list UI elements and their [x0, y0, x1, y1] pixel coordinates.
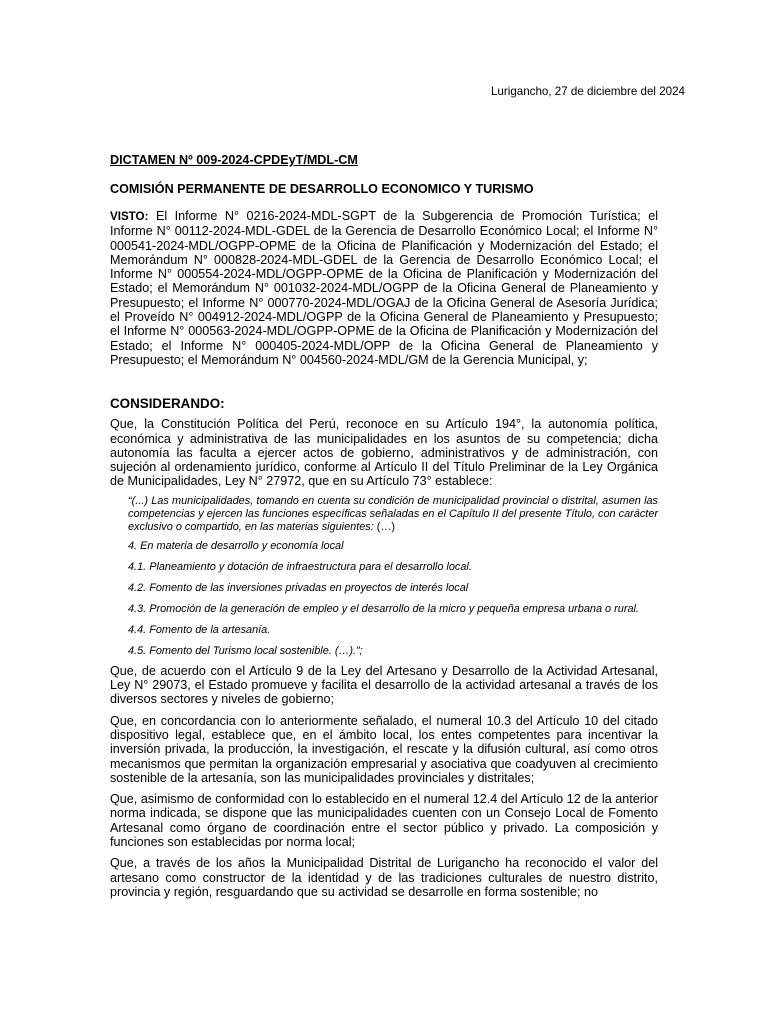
quote-item: 4. En materia de desarrollo y economía local [128, 539, 344, 552]
quote-item: 4.1. Planeamiento y dotación de infraestructura para el desarrollo local. [128, 560, 472, 573]
quote-intro [128, 495, 658, 534]
visto-paragraph [110, 209, 658, 367]
considerando-heading: CONSIDERANDO: [110, 396, 225, 412]
dictamen-title: DICTAMEN Nº 009-2024-CPDEyT/MDL-CM [110, 153, 358, 167]
commission-name: COMISIÓN PERMANENTE DE DESARROLLO ECONOMICO Y TURISMO [110, 182, 534, 196]
quote-intro-tail: (…) [376, 520, 395, 533]
quote-intro-text: “(...) Las municipalidades, tomando en cuenta su condición de municipalidad provincial o distrital, asumen las competencias y ejercen las funciones específicas señaladas en el Capítulo II del presente Título, con carácter exclusivo o compartido, en las materias siguientes: [128, 494, 658, 533]
considerando-paragraph-2: Que, de acuerdo con el Artículo 9 de la Ley del Artesano y Desarrollo de la Actividad Artesanal, Ley N° 29073, el Estado promueve y facilita el desarrollo de la actividad artesanal a través de los diversos sectores y niveles de gobierno; [110, 663, 658, 707]
visto-label: VISTO: [110, 210, 149, 223]
quote-item: 4.2. Fomento de las inversiones privadas en proyectos de interés local [128, 581, 469, 594]
quote-item: 4.3. Promoción de la generación de empleo y el desarrollo de la micro y pequeña empresa urbana o rural. [128, 602, 639, 615]
quote-item: 4.5. Fomento del Turismo local sostenible. (…).”; [128, 644, 363, 657]
considerando-paragraph-5: Que, a través de los años la Municipalidad Distrital de Lurigancho ha reconocido el valor del artesano como constructor de la identidad y de las tradiciones culturales de nuestro distrito, provincia y región, resguardando que su actividad se desarrolle en forma sostenible; no [110, 856, 658, 899]
document-body [110, 153, 658, 899]
visto-text: El Informe N° 0216-2024-MDL-SGPT de la Subgerencia de Promoción Turística; el Informe N° 00112-2024-MDL-GDEL de la Gerencia de Desarrollo Económico Local; el Informe N° 000541-2024-MDL/OGPP-OPME de la Oficina de Planificación y Modernización del Estado; el Memorándum N° 000828-2024-MDL-GDEL de la Gerencia de Desarrollo Económico Local; el Informe N° 000554-2024-MDL/OGPP-OPME de la Oficina de Planificación y Modernización del Estado; el Memorándum N° 001032-2024-MDL/OGPP de la Oficina General de Planeamiento y Presupuesto; el Informe N° 000770-2024-MDL/OGAJ de la Oficina General de Asesoría Jurídica; el Proveído N° 004912-2024-MDL/OGPP de la Oficina General de Planeamiento y Presupuesto; el Informe N° 000563-2024-MDL/OGPP-OPME de la Oficina de Planificación y Modernización del Estado; el Informe N° 000405-2024-MDL/OPP de la Oficina General de Planeamiento y Presupuesto; el Memorándum N° 004560-2024-MDL/GM de la Gerencia Municipal, y; [110, 209, 658, 367]
considerando-paragraph-4: Que, asimismo de conformidad con lo establecido en el numeral 12.4 del Artículo 12 de la anterior norma indicada, se dispone que las municipalidades cuenten con un Consejo Local de Fomento Artesanal como órgano de coordinación entre el sector público y privado. La composición y funciones son establecidas por norma local; [110, 792, 658, 850]
considerando-paragraph-3: Que, en concordancia con lo anteriormente señalado, el numeral 10.3 del Artículo 10 del citado dispositivo legal, establece que, en el ámbito local, los entes competentes para incentivar la inversión privada, la producción, la investigación, el rescate y la difusión cultural, así como otros mecanismos que permitan la organización empresarial y asociativa que coadyuven al crecimiento sostenible de la artesanía, son las municipalidades provinciales y distritales; [110, 713, 658, 785]
considerando-paragraph-1: Que, la Constitución Política del Perú, reconoce en su Artículo 194°, la autonomía política, económica y administrativa de las municipalidades en los asuntos de su competencia; dicha autonomía las faculta a ejercer actos de gobierno, administrativos y de administración, con sujeción al ordenamiento jurídico, conforme al Artículo II del Título Preliminar de la Ley Orgánica de Municipalidades, Ley N° 27972, que en su Artículo 73° establece: [110, 417, 658, 489]
law-quote [128, 495, 658, 658]
place-date: Lurigancho, 27 de diciembre del 2024 [490, 85, 685, 98]
quote-item: 4.4. Fomento de la artesanía. [128, 623, 271, 636]
